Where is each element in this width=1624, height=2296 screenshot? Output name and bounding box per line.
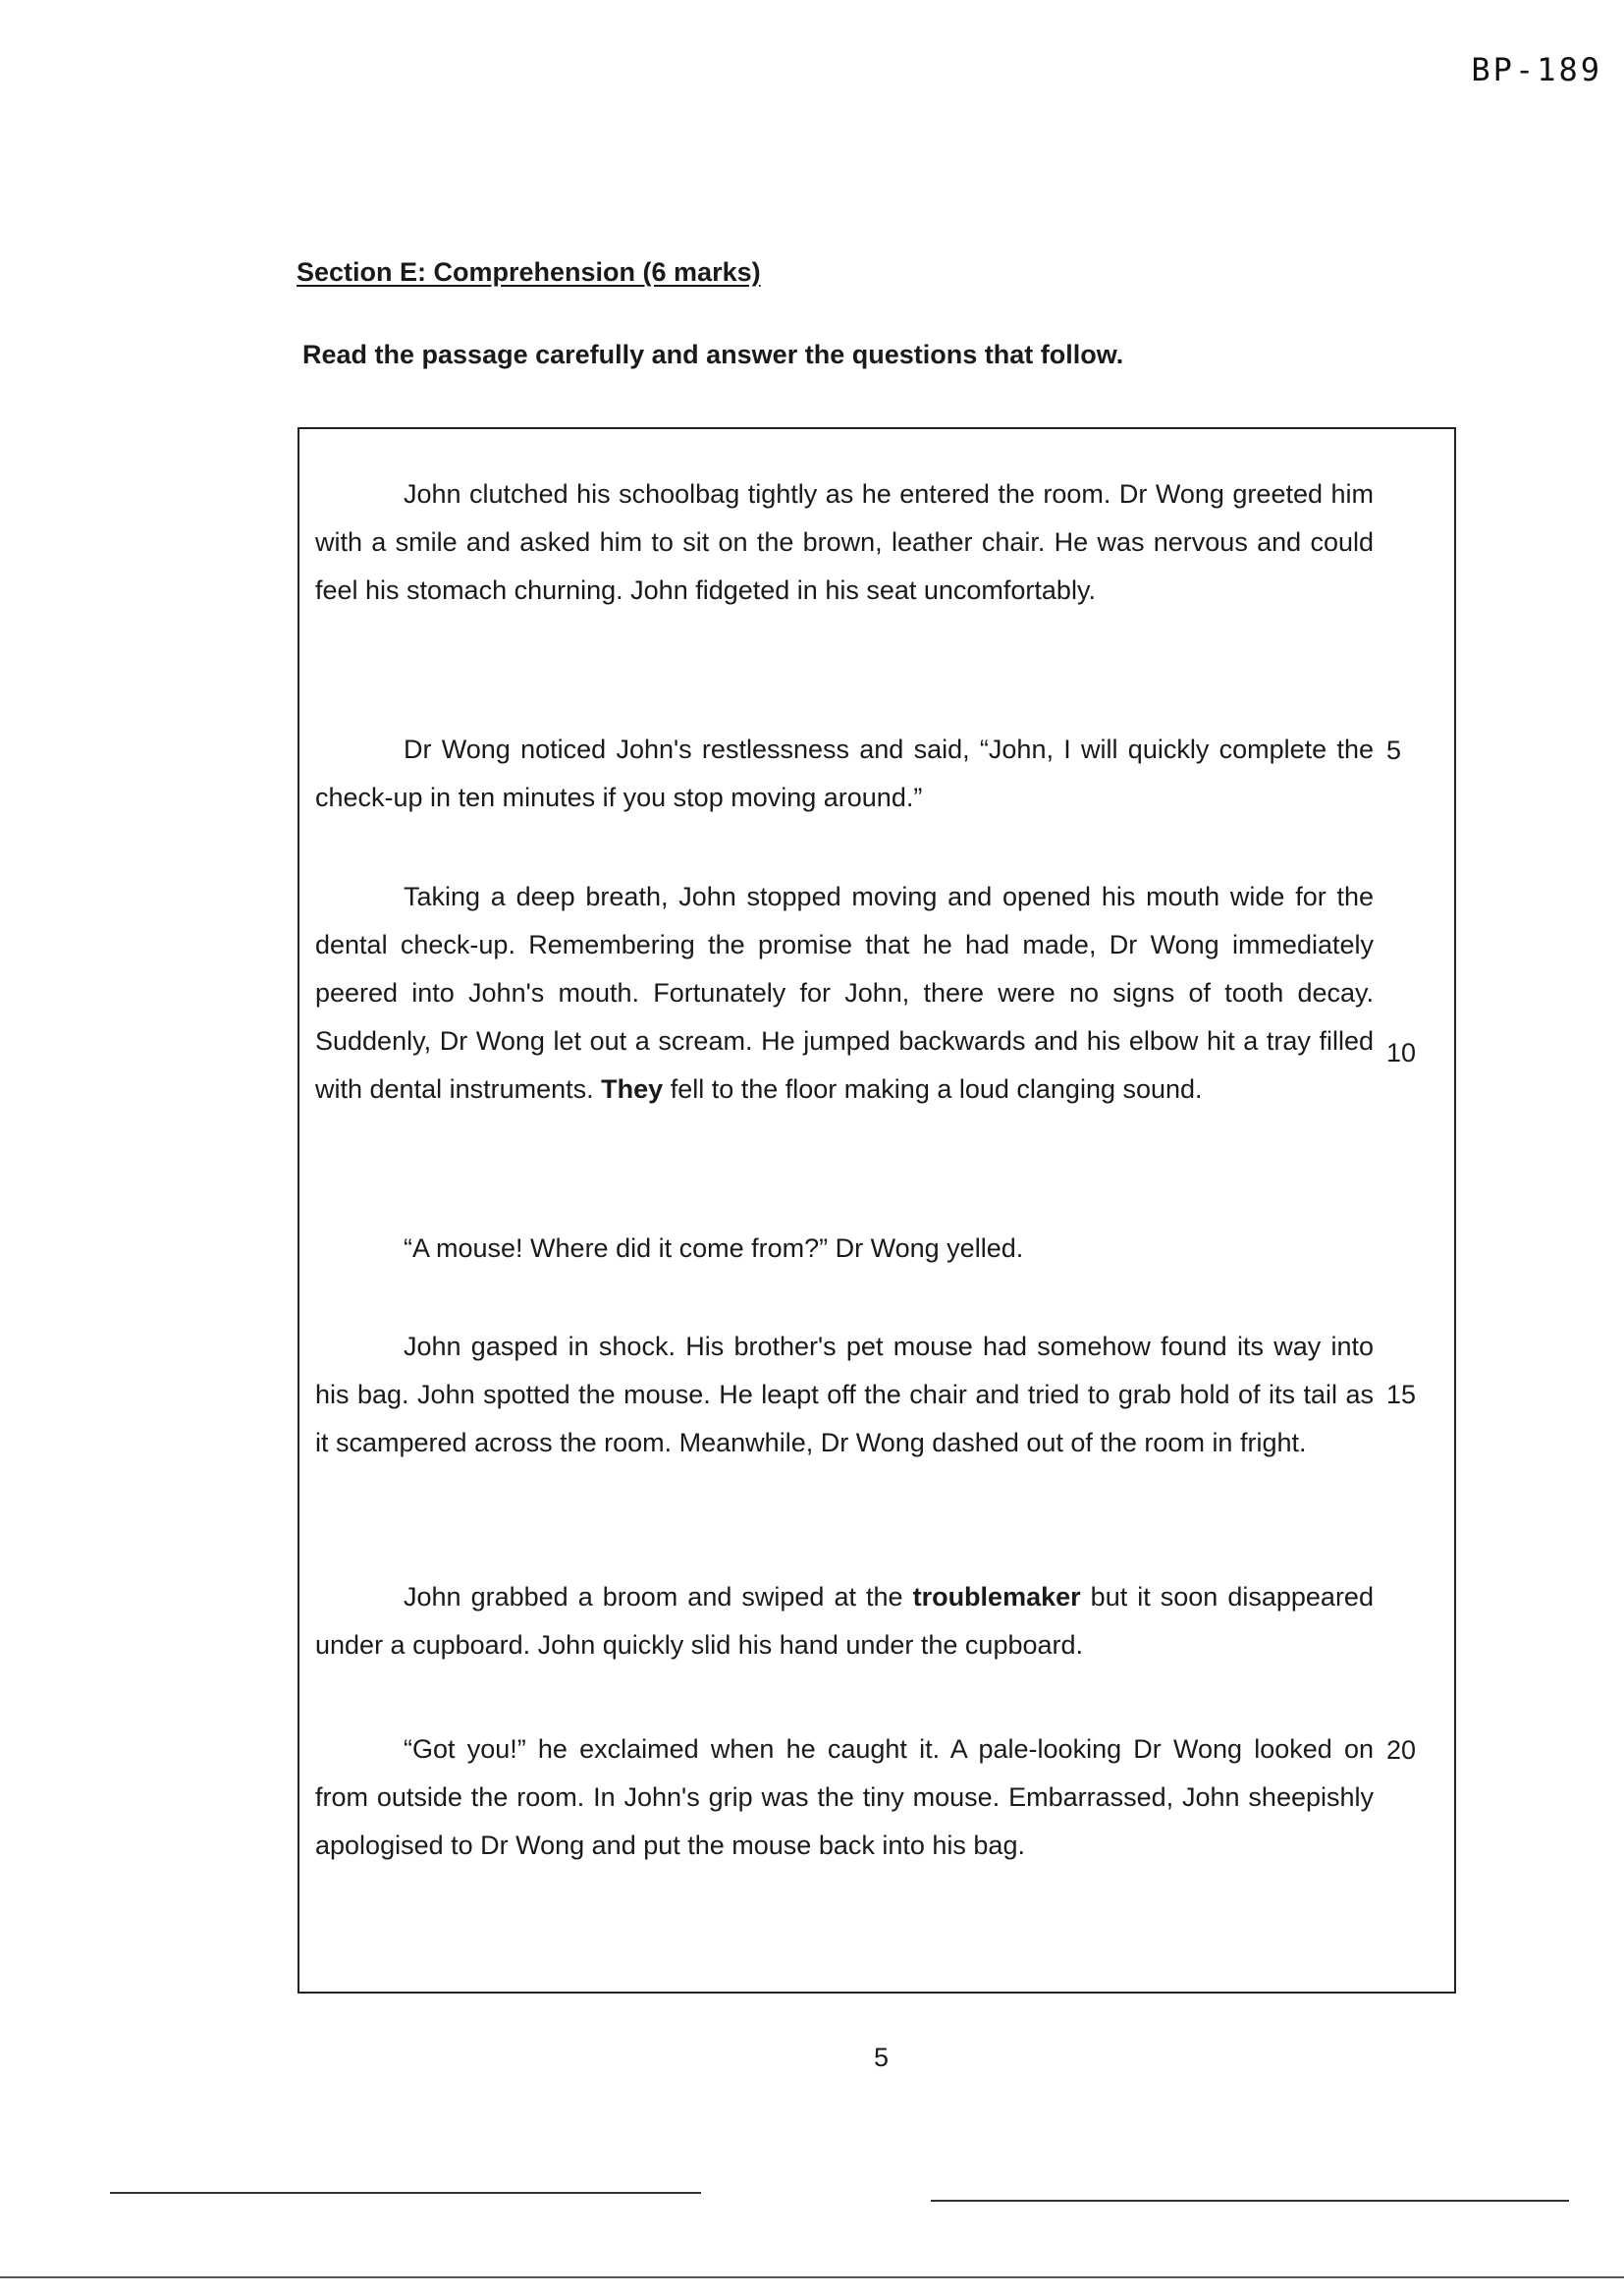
paragraph-6-text-b: but it soon disappeared under a cupboard. John quickly slid his hand under the cupboard. xyxy=(315,1582,1374,1660)
paragraph-3 xyxy=(315,873,1374,1114)
bottom-edge-rule xyxy=(0,2276,1624,2278)
instruction-text: Read the passage carefully and answer the questions that follow. xyxy=(302,340,1124,369)
paragraph-6 xyxy=(315,1573,1374,1669)
line-number-10: 10 xyxy=(1386,1038,1417,1067)
paragraph-1: John clutched his schoolbag tightly as he entered the room. Dr Wong greeted him with a smile and asked him to sit on the brown, leather chair. He was nervous and could feel his stomach churning. John fidgeted in his seat uncomfortably. xyxy=(315,479,1374,605)
footer-rule-right xyxy=(931,2200,1569,2202)
paragraph-3-text-b: fell to the floor making a loud clanging sound. xyxy=(670,1074,1203,1104)
line-number-5: 5 xyxy=(1386,736,1402,765)
paragraph-7: “Got you!” he exclaimed when he caught it. A pale-looking Dr Wong looked on from outside the room. In John's grip was the tiny mouse. Embarrassed, John sheepishly apologised to Dr Wong and put the mouse back into his bag. xyxy=(315,1734,1374,1860)
footer-rule-left xyxy=(110,2192,701,2194)
keyword-troublemaker: troublemaker xyxy=(912,1582,1081,1612)
line-number-20: 20 xyxy=(1386,1735,1417,1765)
keyword-they: They xyxy=(601,1074,664,1104)
paragraph-3-text-a: Taking a deep breath, John stopped moving and opened his mouth wide for the dental check-up. Remembering the promise that he had made, Dr Wong immediately peered into John's mouth. Fortunately for John, there were no signs of tooth decay. Suddenly, Dr Wong let out a scream. He jumped backwards and his elbow hit a tray filled with dental instruments. xyxy=(315,882,1374,1104)
section-title: Section E: Comprehension (6 marks) xyxy=(297,257,761,287)
document-code: BP-189 xyxy=(1471,51,1602,88)
paragraph-6-text-a: John grabbed a broom and swiped at the xyxy=(404,1582,903,1612)
paragraph-5: John gasped in shock. His brother's pet mouse had somehow found its way into his bag. John spotted the mouse. He leapt off the chair and tried to grab hold of its tail as it scampered across the room. Meanwhile, Dr Wong dashed out of the room in fright. xyxy=(315,1332,1374,1457)
paragraph-4: “A mouse! Where did it come from?” Dr Wong yelled. xyxy=(404,1233,1024,1263)
paragraph-2: Dr Wong noticed John's restlessness and said, “John, I will quickly complete the check-up in ten minutes if you stop moving around.” xyxy=(315,735,1374,812)
passage-box xyxy=(298,427,1456,1994)
line-number-15: 15 xyxy=(1386,1380,1417,1409)
page-number: 5 xyxy=(874,2043,890,2072)
